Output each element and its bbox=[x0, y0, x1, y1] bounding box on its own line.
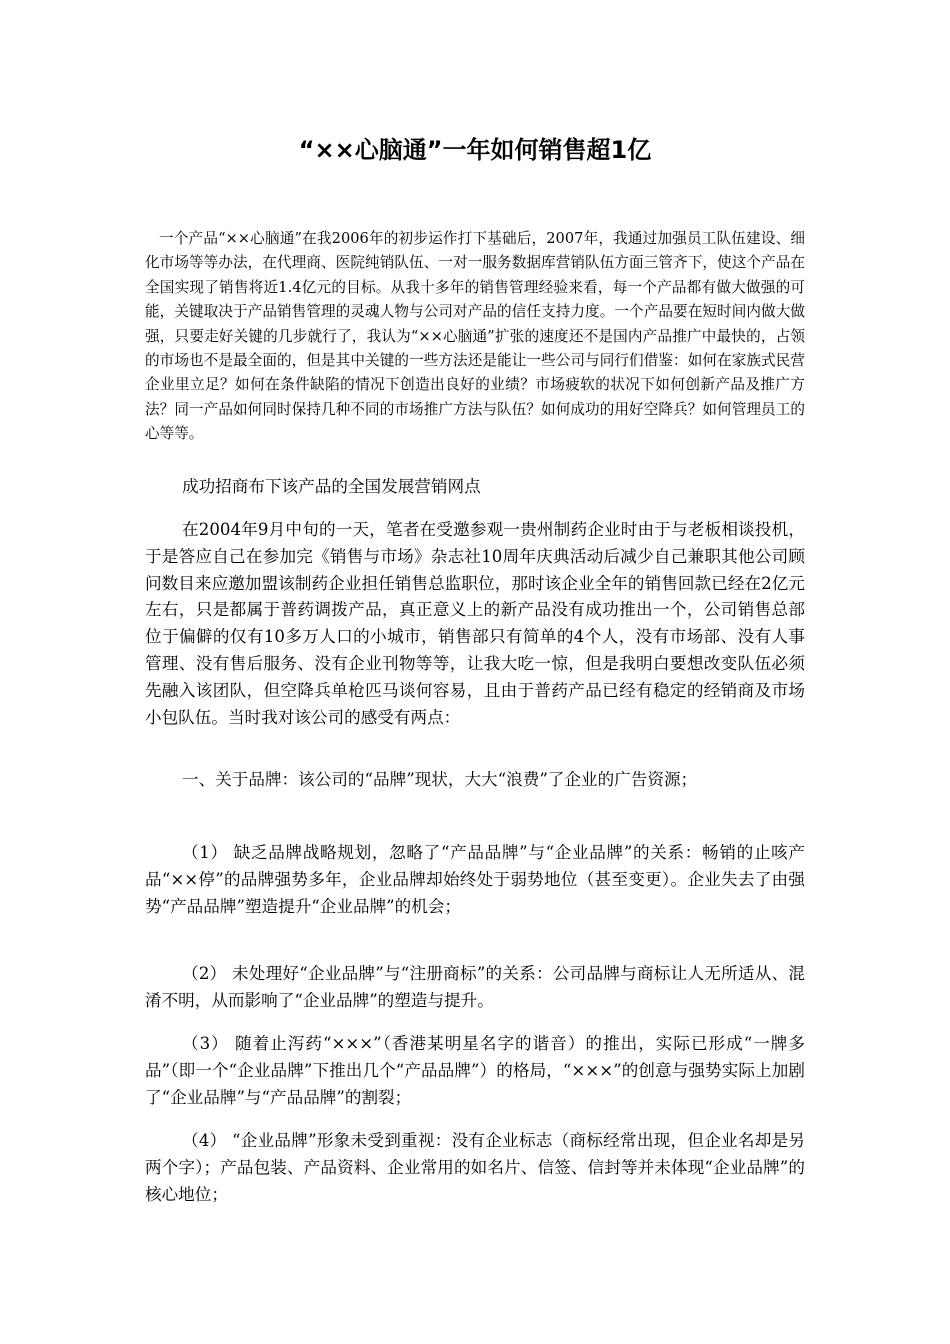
section-heading: 成功招商布下该产品的全国发展营销网点 bbox=[182, 477, 481, 496]
brand-paragraph: 一、关于品牌：该公司的“品牌”现状，大大“浪费”了企业的广告资源； bbox=[182, 770, 698, 789]
document-title: “××心脑通”一年如何销售超1亿 bbox=[298, 136, 652, 164]
list-item-1: （1） 缺乏品牌战略规划，忽略了“产品品牌”与“企业品牌”的关系：畅销的止咳产品“××停”的品牌强势多年，企业品牌却始终处于弱势地位（甚至变更）。企业失去了由强势“产品品牌”塑造提升“企业品牌”的机会； bbox=[145, 843, 805, 916]
list-item-2: （2） 未处理好“企业品牌”与“注册商标”的关系：公司品牌与商标让人无所适从、混淆不明，从而影响了“企业品牌”的塑造与提升。 bbox=[145, 964, 805, 1010]
list-item-4: （4） “企业品牌”形象未受到重视：没有企业标志（商标经常出现，但企业名却是另两个字）；产品包装、产品资料、企业常用的如名片、信签、信封等并未体现“企业品牌”的核心地位； bbox=[145, 1131, 805, 1204]
list-item-3: （3） 随着止泻药“×××”（香港某明星名字的谐音）的推出，实际已形成“一牌多品”（即一个“企业品牌”下推出几个“产品品牌”）的格局，“×××”的创意与强势实际上加剧了“企业品牌”与“产品品牌”的割裂； bbox=[145, 1034, 805, 1107]
body-paragraph: 在2004年9月中旬的一天，笔者在受邀参观一贵州制药企业时由于与老板相谈投机，于是答应自己在参加完《销售与市场》杂志社10周年庆典活动后减少自己兼职其他公司顾问数目来应邀加盟该制药企业担任销售总监职位，那时该企业全年的销售回款已经在2亿元左右，只是都属于普药调拨产品，真正意义上的新产品没有成功推出一个，公司销售总部位于偏僻的仅有10多万人口的小城市，销售部只有简单的4个人，没有市场部、没有人事管理、没有售后服务、没有企业刊物等等，让我大吃一惊，但是我明白要想改变队伍必须先融入该团队，但空降兵单枪匹马谈何容易，且由于普药产品已经有稳定的经销商及市场小包队伍。当时我对该公司的感受有两点： bbox=[145, 520, 805, 727]
intro-paragraph: 一个产品“××心脑通”在我2006年的初步运作打下基础后，2007年，我通过加强员工队伍建设、细化市场等等办法，在代理商、医院纯销队伍、一对一服务数据库营销队伍方面三管齐下，使这个产品在全国实现了销售将近1.4亿元的目标。从我十多年的销售管理经验来看，每一个产品都有做大做强的可能，关键取决于产品销售管理的灵魂人物与公司对产品的信任支持力度。一个产品要在短时间内做大做强，只要走好关键的几步就行了，我认为“××心脑通”扩张的速度还不是国内产品推广中最快的，占领的市场也不是最全面的，但是其中关键的一些方法还是能让一些公司与同行们借鉴：如何在家族式民营企业里立足？如何在条件缺陷的情况下创造出良好的业绩？市场疲软的状况下如何创新产品及推广方法？同一产品如何同时保持几种不同的市场推广方法与队伍？如何成功的用好空降兵？如何管理员工的心等等。 bbox=[145, 230, 805, 443]
